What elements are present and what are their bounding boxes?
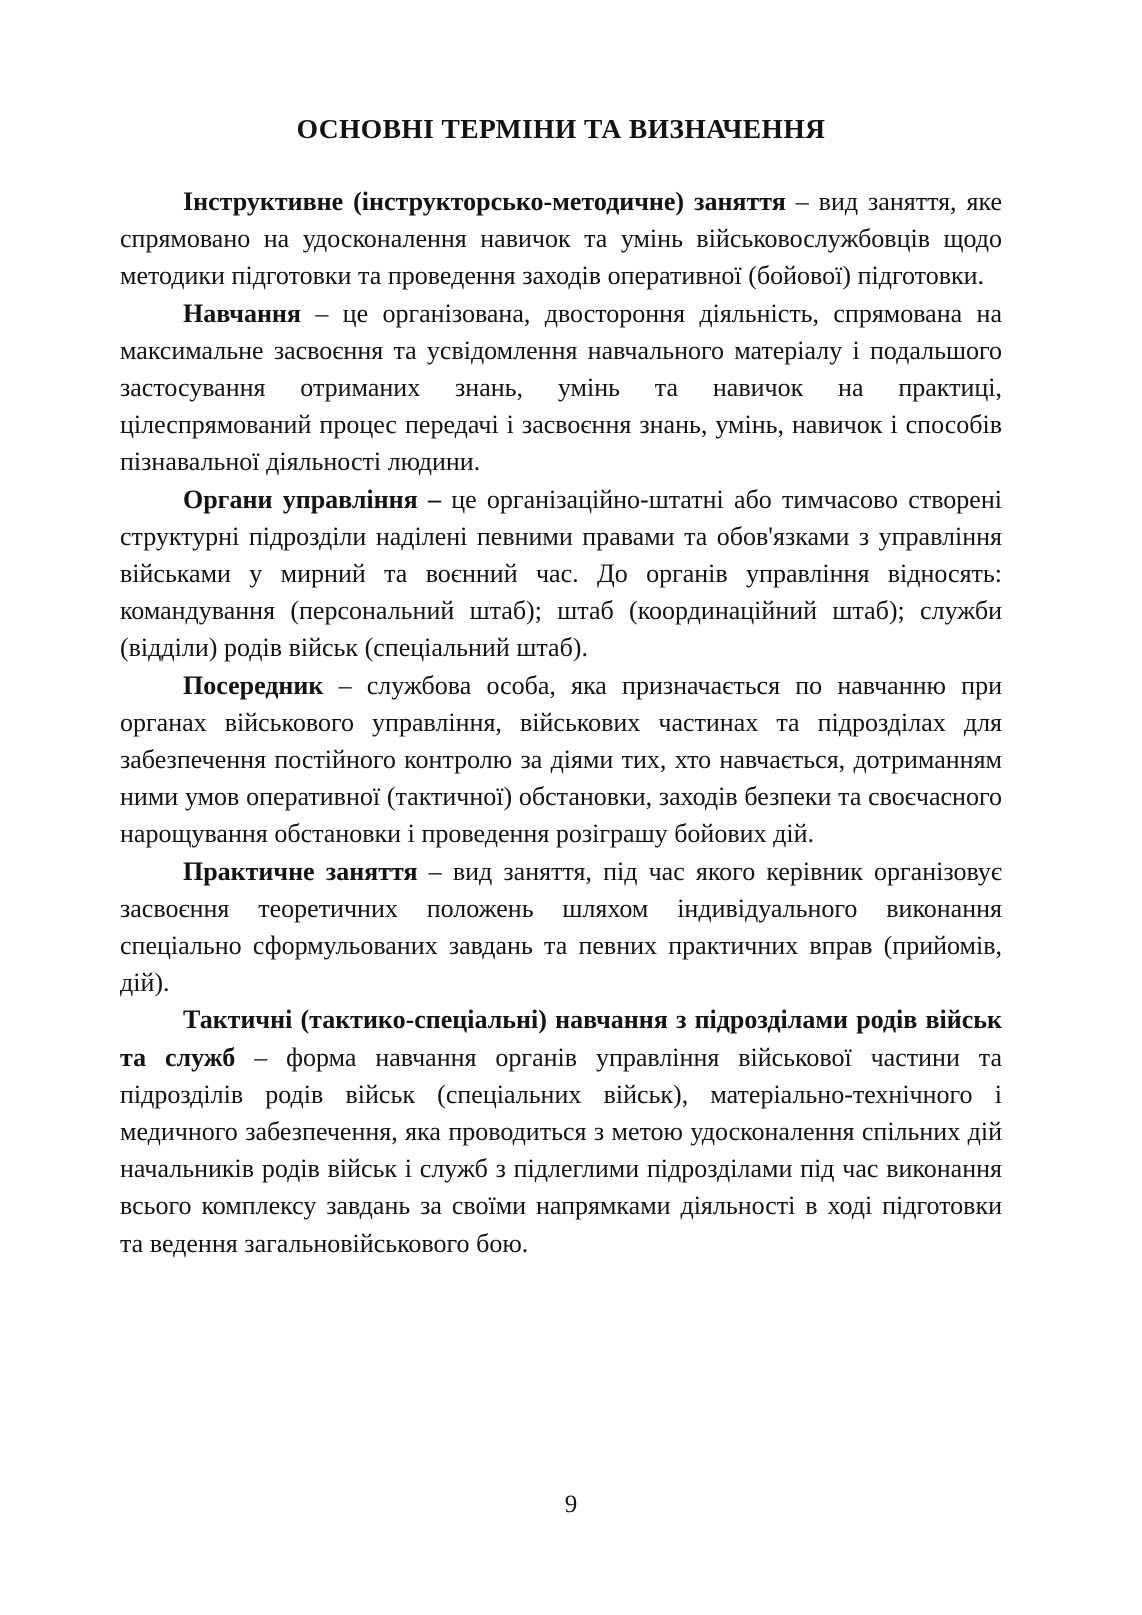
term-name: Інструктивне (інструкторсько-методичне) заняття [183, 187, 786, 216]
term-paragraph [120, 667, 1002, 853]
body-text-block [120, 183, 1002, 1262]
term-definition: – вид заняття, під час якого керівник організовує засвоєння теоретичних положень шляхом індивідуального виконання спеціально сформульованих завдань та певних практичних вправ (прийомів, дій). [120, 856, 1002, 998]
page-content [120, 0, 1002, 1262]
term-paragraph [120, 295, 1002, 481]
term-name: Тактичні (тактико-спеціальні) навчання з підрозділами родів військ та служб [120, 1005, 1002, 1072]
term-definition: – вид заняття, яке спрямовано на удосконалення навичок та умінь військовослужбовців щодо методики підготовки та проведення заходів оперативної (бойової) підготовки. [120, 187, 1002, 291]
term-paragraph [120, 853, 1002, 1002]
page-title: ОСНОВНІ ТЕРМІНИ ТА ВИЗНАЧЕННЯ [296, 113, 826, 144]
term-definition: – форма навчання органів управління військової частини та підрозділів родів військ (спеціальних військ), матеріально-технічного і медичного забезпечення, яка проводиться з метою удосконалення спільних дій начальників родів військ і служб з підлеглими підрозділами під час виконання всього комплексу завдань за своїми напрямками діяльності в ході підготовки та ведення загальновійськового бою. [120, 1042, 1002, 1258]
term-name: Навчання [183, 298, 301, 328]
term-name: Практичне заняття [183, 856, 418, 886]
page-number: 9 [564, 1491, 578, 1518]
term-paragraph [120, 1001, 1002, 1261]
term-paragraph [120, 481, 1002, 667]
term-name: Органи управління – [183, 484, 441, 514]
term-definition: це організаційно-штатні або тимчасово створені структурні підрозділи наділені певними правами та обов'язками з управління військами у мирний та воєнний час. До органів управління відносять: командування (персональний штаб); штаб (координаційний штаб); служби (відділи) родів військ (спеціальний штаб). [120, 484, 1002, 663]
term-paragraph [120, 183, 1002, 295]
term-definition: – службова особа, яка призначається по навчанню при органах військового управління, військових частинах та підрозділах для забезпечення постійного контролю за діями тих, хто навчається, дотриманням ними умов оперативної (тактичної) обстановки, заходів безпеки та своєчасного нарощування обстановки і проведення розіграшу бойових дій. [120, 670, 1002, 849]
term-definition: – це організована, двостороння діяльність, спрямована на максимальне засвоєння та усвідомлення навчального матеріалу і подальшого застосування отриманих знань, умінь та навичок на практиці, цілеспрямований процес передачі і засвоєння знань, умінь, навичок і способів пізнавальної діяльності людини. [120, 298, 1002, 477]
term-name: Посередник [183, 670, 324, 700]
